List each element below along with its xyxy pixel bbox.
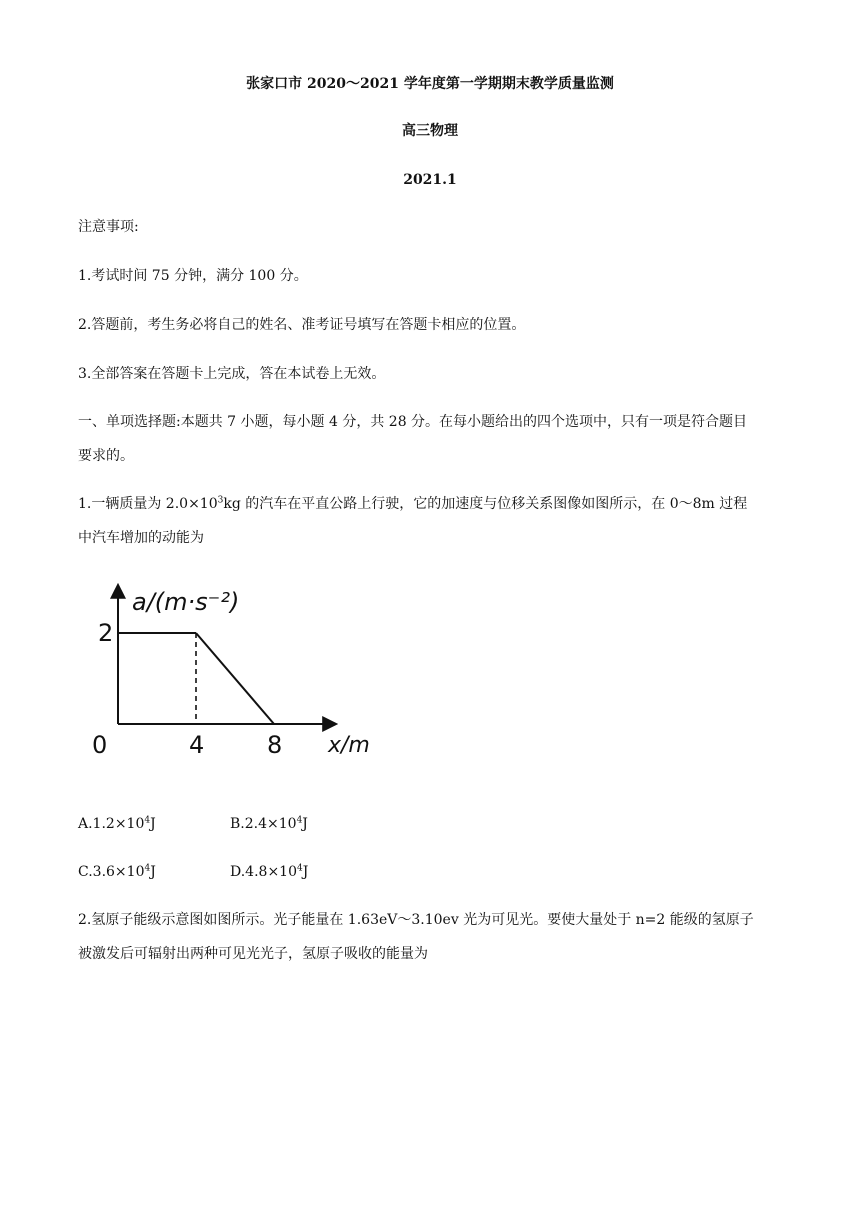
notes-heading: 注意事项: xyxy=(78,219,139,235)
graph-segment-2 xyxy=(196,633,274,724)
exam-title: 张家口市 2020～2021 学年度第一学期期末教学质量监测 xyxy=(246,76,614,92)
option-c[interactable]: $C.3.6\times 10^4J$ xyxy=(78,863,156,880)
option-a[interactable]: $A.1.2\times 10^4J$ xyxy=(78,815,156,832)
question-2-stem: 2.氢原子能级示意图如图所示。光子能量在 1.63eV～3.10ev 光为可见光。要使大量处于 n=2 能级的氢原子 xyxy=(78,912,754,928)
y-axis-label: a/(m·s⁻²) xyxy=(132,588,240,616)
y-tick-label: 2 xyxy=(98,619,114,647)
question-2-stem-cont: 被激发后可辐射出两种可见光光子，氢原子吸收的能量为 xyxy=(78,946,428,962)
section-1-instructions: 一、单项选择题:本题共 7 小题，每小题 4 分，共 28 分。在每小题给出的四个选项中，只有一项是符合题目 xyxy=(78,414,748,430)
x-tick-label: 0 xyxy=(92,731,108,759)
option-d[interactable]: $D.4.8\times 10^4J$ xyxy=(230,863,309,880)
acceleration-displacement-graph xyxy=(80,578,390,760)
x-axis-label: x/m xyxy=(328,733,370,758)
exam-date: 2021.1 xyxy=(403,172,457,188)
note-item-2: 2.答题前，考生务必将自己的姓名、准考证号填写在答题卡相应的位置。 xyxy=(78,317,526,333)
question-1-stem: 1.一辆质量为 $2.0\times 10^3kg$ 的汽车在平直公路上行驶，它的加速度与位移关系图像如图所示，在 0～8m 过程 xyxy=(78,495,748,512)
x-tick-label: 4 xyxy=(189,731,205,759)
note-item-1: 1.考试时间 75 分钟，满分 100 分。 xyxy=(78,268,308,284)
subject-title: 高三物理 xyxy=(402,123,458,139)
question-1-stem-cont: 中汽车增加的动能为 xyxy=(78,530,204,546)
section-1-instructions-cont: 要求的。 xyxy=(78,448,134,464)
note-item-3: 3.全部答案在答题卡上完成，答在本试卷上无效。 xyxy=(78,366,386,382)
x-tick-label: 8 xyxy=(267,731,283,759)
option-b[interactable]: $B.2.4\times 10^4J$ xyxy=(230,815,308,832)
